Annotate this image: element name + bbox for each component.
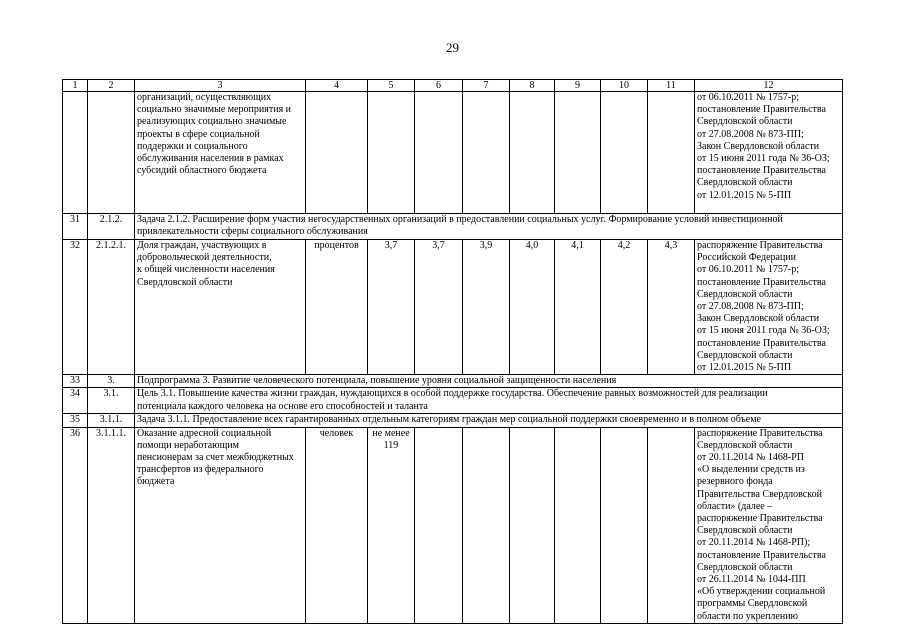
value-cell <box>510 427 555 623</box>
table-row <box>63 375 843 388</box>
row-code: 3.1.1. <box>88 414 135 427</box>
row-number: 32 <box>63 240 88 375</box>
value-cell <box>463 427 510 623</box>
value-cell <box>648 92 695 214</box>
unit <box>306 92 368 214</box>
table-row <box>63 92 843 214</box>
row-number: 31 <box>63 214 88 240</box>
row-code <box>88 92 135 214</box>
header-row <box>63 80 843 92</box>
table-row <box>63 414 843 427</box>
header-cell: 11 <box>648 80 695 92</box>
value-cell <box>601 427 648 623</box>
header-cell: 10 <box>601 80 648 92</box>
source-cell: распоряжение Правительства Российской Федерации от 06.10.2011 № 1757-р; постановление Правительства Свердловской области от 27.08.2008 № 873-ПП; Закон Свердловской области от 15 июня 2011 года № 36-ОЗ; постановление Правительства Свердловской области от 12.01.2015 № 5-ПП <box>695 240 843 375</box>
section-title: Подпрограмма 3. Развитие человеческого потенциала, повышение уровня социальной защищенности населения <box>135 375 843 388</box>
page-number: 29 <box>446 40 459 55</box>
header-cell: 5 <box>368 80 415 92</box>
value-cell: 4,3 <box>648 240 695 375</box>
indicator-name: организаций, осуществляющих социально значимые мероприятия и реализующих социально значимые проекты в сфере социальной поддержки и социального обслуживания населения в рамках субсидий областного бюджета <box>135 92 306 214</box>
table-row <box>63 214 843 240</box>
header-cell: 9 <box>555 80 601 92</box>
header-cell: 4 <box>306 80 368 92</box>
header-cell: 12 <box>695 80 843 92</box>
row-number <box>63 92 88 214</box>
value-cell <box>368 92 415 214</box>
value-cell <box>463 92 510 214</box>
row-number: 33 <box>63 375 88 388</box>
value-cell: не менее 119 <box>368 427 415 623</box>
source-cell: от 06.10.2011 № 1757-р; постановление Правительства Свердловской области от 27.08.2008 № 873-ПП; Закон Свердловской области от 15 июня 2011 года № 36-ОЗ; постановление Правительства Свердловской области от 12.01.2015 № 5-ПП <box>695 92 843 214</box>
row-number: 35 <box>63 414 88 427</box>
value-cell: 3,9 <box>463 240 510 375</box>
section-title: Задача 2.1.2. Расширение форм участия негосударственных организаций в предоставлении социальных услуг. Формирование условий инвестиционной привлекательности сферы социального обслуживания <box>135 214 843 240</box>
value-cell <box>415 92 463 214</box>
row-number: 36 <box>63 427 88 623</box>
table-row <box>63 240 843 375</box>
header-cell: 3 <box>135 80 306 92</box>
value-cell <box>648 427 695 623</box>
unit: человек <box>306 427 368 623</box>
value-cell: 4,0 <box>510 240 555 375</box>
indicator-name: Оказание адресной социальной помощи неработающим пенсионерам за счет межбюджетных трансфертов из федерального бюджета <box>135 427 306 623</box>
value-cell: 4,1 <box>555 240 601 375</box>
row-code: 3.1. <box>88 388 135 414</box>
section-title: Цель 3.1. Повышение качества жизни граждан, нуждающихся в особой поддержке государства. Обеспечение равных возможностей для реализации потенциала каждого человека на основе его способностей и таланта <box>135 388 843 414</box>
header-cell: 6 <box>415 80 463 92</box>
header-cell: 8 <box>510 80 555 92</box>
value-cell: 3,7 <box>415 240 463 375</box>
row-code: 2.1.2. <box>88 214 135 240</box>
indicator-name: Доля граждан, участвующих в добровольческой деятельности, к общей численности населения Свердловской области <box>135 240 306 375</box>
table-row <box>63 388 843 414</box>
source-cell: распоряжение Правительства Свердловской области от 20.11.2014 № 1468-РП «О выделении средств из резервного фонда Правительства Свердловской области» (далее – распоряжение Правительства Свердловской области от 20.11.2014 № 1468-РП); постановление Правительства Свердловской области от 26.11.2014 № 1044-ПП «Об утверждении социальной программы Свердловской области по укреплению <box>695 427 843 623</box>
header-cell: 1 <box>63 80 88 92</box>
table-row <box>63 427 843 623</box>
unit: процентов <box>306 240 368 375</box>
header-cell: 2 <box>88 80 135 92</box>
value-cell <box>555 92 601 214</box>
row-code: 3.1.1.1. <box>88 427 135 623</box>
indicators-table <box>62 79 843 624</box>
header-cell: 7 <box>463 80 510 92</box>
value-cell: 3,7 <box>368 240 415 375</box>
row-number: 34 <box>63 388 88 414</box>
value-cell <box>415 427 463 623</box>
row-code: 2.1.2.1. <box>88 240 135 375</box>
value-cell: 4,2 <box>601 240 648 375</box>
value-cell <box>510 92 555 214</box>
value-cell <box>555 427 601 623</box>
section-title: Задача 3.1.1. Предоставление всех гарантированных отдельным категориям граждан мер социальной поддержки своевременно и в полном объеме <box>135 414 843 427</box>
row-code: 3. <box>88 375 135 388</box>
value-cell <box>601 92 648 214</box>
